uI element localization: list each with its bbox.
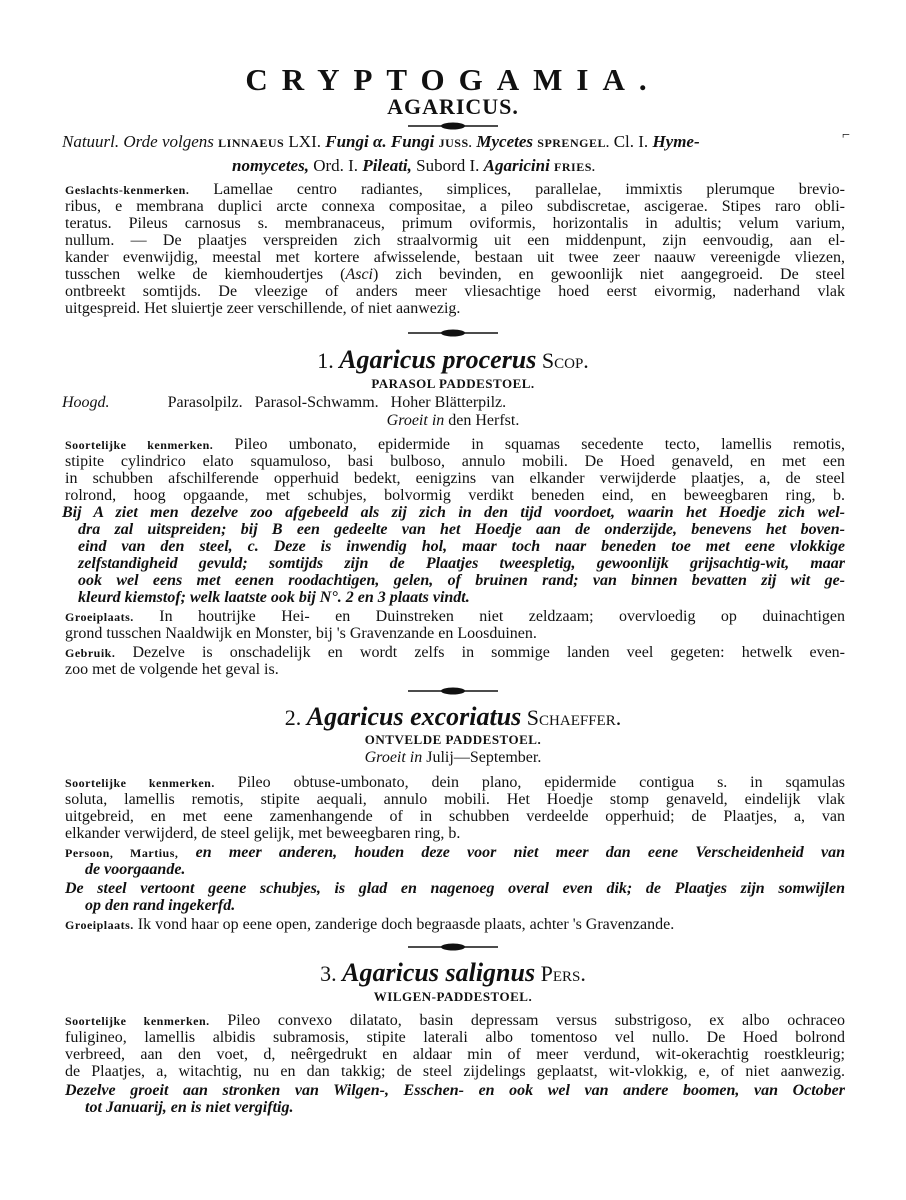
species-char-line-3: verbreed, aan den voet, d, neêrgedrukt en aldaar min of meer verdund, wit-okerachtig roestkleurig; [65, 1046, 845, 1063]
genus-char-line-4: nullum. — De plaatjes verspreiden zich straalvormig uit een middenpunt, zijn eenvoudig, aan el- [65, 232, 845, 249]
species-remark-line-1: Persoon, Martius, en meer anderen, houden deze voor niet meer dan eene Verscheidenheid van [65, 844, 846, 861]
species-heading: 1. Agaricus procerus Scop. [317, 345, 589, 374]
species-char-line-1: Soortelijke kenmerken. Pileo obtuse-umbonato, dein plano, epidermide contigua s. in sqamulas [65, 774, 846, 791]
species-habitat-line-2: grond tusschen Naaldwijk en Monster, bij 's Gravenzande en Loosduinen. [65, 625, 537, 642]
species-char-line-3: uitgebreid, en met eene zamenhangende of in schubben verdeelde opperhuid; de Plaatjes, a, van [65, 808, 845, 825]
species-char-line-2: fuligineo, lamellis albidis subramosis, stipite laterali albo tomentoso vel nullo. De Hoed bolrond [65, 1029, 845, 1046]
species-remark-line-2: de voorgaande. [85, 861, 186, 878]
species-char-line-4: elkander verwijderd, de steel gelijk, met beweegbaren ring, b. [65, 825, 461, 842]
species-use-line-2: zoo met de volgende het geval is. [65, 661, 279, 678]
species-char-line-3: in schubben afschilferende opperhuid bedekt, eenigzins van elkander verwijderde plaatjes, a, de steel [65, 470, 845, 487]
species-heading: 2. Agaricus excoriatus Schaeffer. [284, 702, 622, 731]
ornament-divider [0, 325, 906, 335]
corner-mark: ⌐ [842, 128, 850, 143]
species-char-line-4: rolrond, hoog opgaande, met schubjes, bolvormig verdikt beneden eind, en beweegbaren ring, b. [65, 487, 845, 504]
species-use-line-1: Gebruik. Dezelve is onschadelijk en wordt zelfs in sommige landen veel gegeten: hetwelk even- [65, 644, 846, 661]
species-season: Groeit in den Herfst. [386, 412, 520, 429]
species-remark-line-3: De steel vertoont geene schubjes, is glad en nagenoeg overal even dik; de Plaatjes zijn somwijlen [65, 880, 845, 897]
genus-char-line-6: tusschen welke de kiemhoudertjes (Asci) zich bevinden, en gewoonlijk niet aangegroeid. De steel [65, 266, 846, 283]
ornament-divider [0, 683, 906, 693]
species-common-name: PARASOL PADDESTOEL. [371, 376, 535, 391]
species-note-line-4: zelfstandigheid gevuld; somtijds zijn de Plaatjes tweespletig, gewoonlijk grijsachtig-wit, maar [78, 555, 845, 572]
taxonomy-line-1: Natuurl. Orde volgens LINNAEUS LXI. Fungi α. Fungi JUSS. Mycetes SPRENGEL. Cl. I. Hyme- [62, 132, 700, 151]
genus-char-line-2: ribus, e membrana duplici arcte connexa compositae, a pileo subdiscretae, ascigerae. Stipes raro obli- [65, 198, 845, 215]
species-common-name: WILGEN-PADDESTOEL. [373, 989, 533, 1004]
genus-char-line-8: uitgespreid. Het sluiertje zeer verschillende, of niet aanwezig. [65, 300, 461, 317]
ornament-divider [0, 118, 906, 128]
page-title: CRYPTOGAMIA. [245, 62, 661, 97]
genus-title: AGARICUS. [387, 94, 519, 119]
species-note-line-2: dra zal uitspreiden; bij B een gedeelte van het Hoedje aan de onderzijde, benevens het boven- [78, 521, 845, 538]
species-common-name: ONTVELDE PADDESTOEL. [364, 732, 542, 747]
species-note-line-1: Bij A ziet men dezelve zoo afgebeeld als zij zich in den tijd voordoet, waarin het Hoedje zich wel- [62, 504, 845, 521]
species-heading: 3. Agaricus salignus Pers. [320, 958, 586, 987]
species-remark-line-4: op den rand ingekerfd. [85, 897, 236, 914]
species-note-line-6: kleurd kiemstof; welk laatste ook bij N°. 2 en 3 plaats vindt. [78, 589, 470, 606]
species-note-line-1: Dezelve groeit aan stronken van Wilgen-, Esschen- en ook wel van andere boomen, van October [65, 1082, 845, 1099]
species-char-line-4: de Plaatjes, a, witachtig, nu en dan takkig; de steel zijdelings geplaatst, wit-vlokkig, e, of niet aanwezig. [65, 1063, 845, 1080]
species-note-line-5: ook wel eens met eenen roodachtigen, gelen, of bruinen rand; van binnen bevatten zij wit ge- [78, 572, 845, 589]
genus-char-line-1: Geslachts-kenmerken. Lamellae centro radiantes, simplices, parallelae, immixtis plerumque brevio- [65, 181, 846, 198]
species-season: Groeit in Julij—September. [364, 749, 542, 766]
species-note-line-3: eind van den steel, c. Deze is inwendig hol, maar toch naar beneden toe met eene vlokkige [78, 538, 845, 555]
species-char-line-1: Soortelijke kenmerken. Pileo convexo dilatato, basin depressam versus substrigoso, ex albo ochraceo [65, 1012, 846, 1029]
genus-char-line-3: teratus. Pileus carnosus s. membranaceus, primum oviformis, horizontalis in adultis; velum varium, [65, 215, 845, 232]
ornament-divider [0, 939, 906, 949]
species-char-line-2: soluta, lamellis remotis, stipite aequali, annulo mobili. Het Hoedje stomp genaveld, eindelijk vlak [65, 791, 845, 808]
genus-char-line-7: ontbreekt somtijds. De vleezige of anders meer vliesachtige hoed eerst eivormig, naderhand vlak [65, 283, 845, 300]
species-habitat-line-1: Groeiplaats. In houtrijke Hei- en Duinstreken niet zeldzaam; overvloedig op duinachtigen [65, 608, 845, 625]
species-char-line-1: Soortelijke kenmerken. Pileo umbonato, epidermide in squamas secedente tecto, lamellis remotis, [65, 436, 846, 453]
species-habitat-line-1: Groeiplaats. Ik vond haar op eene open, zanderige doch begraasde plaats, achter 's Gravenzande. [65, 916, 675, 933]
species-vernacular-names: Hoogd. Parasolpilz. Parasol-Schwamm. Hoher Blätterpilz. [62, 394, 507, 411]
species-char-line-2: stipite cylindrico elato squamuloso, basi bulboso, annulo mobili. De Hoed genaveld, en met een [65, 453, 845, 470]
genus-char-line-5: kander evenwijdig, meestal met kortere afwisselende, bestaan uit twee zeer naauw vereenigde vliezen, [65, 249, 845, 266]
species-note-line-2: tot Januarij, en is niet vergiftig. [85, 1099, 294, 1116]
taxonomy-line-2: nomycetes, Ord. I. Pileati, Subord I. Agaricini FRIES. [232, 156, 596, 175]
